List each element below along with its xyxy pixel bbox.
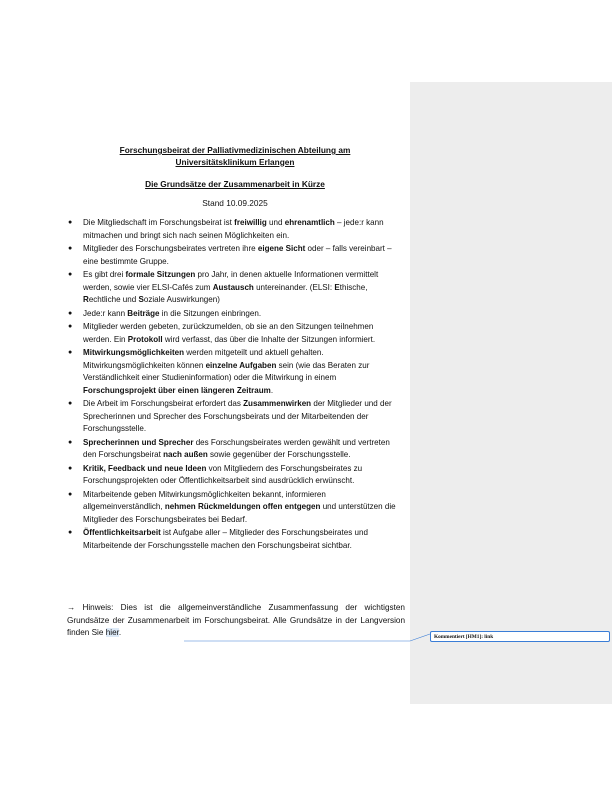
text: . [270,385,274,395]
bold-text: Beiträge [127,308,160,318]
bold-text: Protokoll [127,334,163,344]
bold-text: nach außen [163,450,208,459]
text: sowie gegenüber der Forschungsstelle. [207,450,351,459]
bold-text: ehrenamtlich [284,218,335,227]
list-item [68,527,404,552]
bold-text: einzelne Aufgaben [205,360,277,370]
list-item [68,308,404,321]
bold-text: E [334,282,340,292]
bold-text: Zusammenwirken [243,399,312,408]
bold-text: nehmen Rückmeldungen offen entgegen [164,502,321,511]
text: in die Sitzungen einbringen. [159,308,262,318]
list-item [68,437,404,462]
bullet-icon: ● [68,323,73,330]
text: thische, [339,282,368,292]
document-date: Stand 10.09.2025 [202,198,268,208]
text: werden mitgeteilt und aktuell gehalten. Mitwirkungsmöglichkeiten können [83,348,324,370]
text: untereinander. (ELSI: [253,282,335,292]
text: Es gibt drei [83,270,126,279]
text: der Mitglieder und der Sprecherinnen und Sprecher des Forschungsbeirats und der Mitarbeitenden der Forschungsstelle. [83,399,392,433]
list-item [68,217,404,242]
principles-list [68,217,404,553]
comment-margin-pane [410,82,612,704]
text: sein (wie das Beraten zur Verständlichkeit einer Studieninformation) oder die Mitwirkung in einem [83,360,370,382]
bold-text: Mitwirkungsmöglichkeiten [83,348,185,357]
text: Mitarbeitende geben Mitwirkungsmöglichkeiten bekannt, informieren allgemeinverständlich, [83,489,326,511]
text: Mitglieder werden gebeten, zurückzumelden, ob sie an den Sitzungen teilnehmen werden. Ein [83,322,374,344]
text: Die Arbeit im Forschungsbeirat erfordert das [83,399,244,408]
text: von Mitgliedern des Forschungsbeirates zu Forschungsprojekten oder Öffentlichkeitsarbeit sind ausdrücklich erwünscht. [83,463,363,485]
list-item [68,347,404,397]
list-item [68,398,404,436]
bold-text: Kritik, Feedback und neue Ideen [83,463,207,473]
bold-text: R [83,295,89,304]
bold-text: Forschungsprojekt über einen längeren Zeitraum [83,385,271,395]
text: des Forschungsbeirates werden gewählt und vertreten den Forschungsbeirat [83,437,390,459]
text: oder – falls vereinbart – eine bestimmte Gruppe. [83,244,392,266]
text: und unterstützen die Mitglieder des Forschungsbeirates bei Bedarf. [83,502,396,524]
bullet-icon: ● [68,529,73,536]
hint-link[interactable]: hier [105,628,119,638]
document-subtitle: Die Grundsätze der Zusammenarbeit in Kürze [145,179,325,189]
list-item [68,243,404,268]
bullet-icon: ● [68,464,73,472]
hint-text: → Hinweis: Dies ist die allgemeinverständliche Zusammenfassung der wichtigsten Grundsätze der Zusammenarbeit im Forschungsbeirat. Alle Grundsätze in der Langversion finden Sie [67,603,405,638]
text: – jede:r kann mitmachen und bringt sich nach seinen Möglichkeiten ein. [83,218,384,240]
bold-text: Öffentlichkeitsarbeit [83,528,161,537]
bold-text: freiwillig [234,218,267,227]
bullet-icon: ● [68,400,73,407]
bold-text: formale Sitzungen [125,270,196,279]
document-title [60,145,410,168]
list-item [68,321,404,346]
comment-label: Kommentiert [HM1]: link [434,634,494,640]
bullet-icon: ● [68,245,73,252]
bullet-icon: ● [68,219,73,226]
title-line-1: Forschungsbeirat der Palliativmedizinischen Abteilung am [119,145,351,155]
list-item [68,489,404,527]
bullet-icon: ● [68,349,73,356]
text: und [266,218,285,227]
text: oziale Auswirkungen) [143,295,220,304]
list-item [68,463,404,488]
text: ist Aufgabe aller – Mitglieder des Forschungsbeirates und Mitarbeitende der Forschungsstelle machen den Forschungsbeirat sichtbar. [83,528,368,550]
text: Mitglieder des Forschungsbeirates vertreten ihre [83,244,258,253]
text: echtliche und [88,295,139,304]
title-line-2: Universitätsklinikum Erlangen [175,156,295,167]
bullet-icon: ● [68,490,73,498]
hint-end: . [118,628,122,638]
bold-text: Austausch [212,282,254,292]
bold-text: S [138,295,144,304]
text: Die Mitgliedschaft im Forschungsbeirat ist [83,218,235,227]
text: Jede:r kann [83,308,128,318]
bold-text: Sprecherinnen und Sprecher [83,437,194,447]
text: pro Jahr, in denen aktuelle Informationen vermittelt werden, sowie vier ELSI-Cafés zum [83,270,379,292]
list-item [68,269,404,307]
text: wird verfasst, das über die Inhalte der Sitzungen informiert. [162,334,376,344]
hint-paragraph [67,602,405,640]
bullet-icon: ● [68,271,73,278]
bullet-icon: ● [68,438,73,446]
comment-balloon[interactable] [430,631,610,642]
bold-text: eigene Sicht [257,244,306,253]
bullet-icon: ● [68,309,73,317]
